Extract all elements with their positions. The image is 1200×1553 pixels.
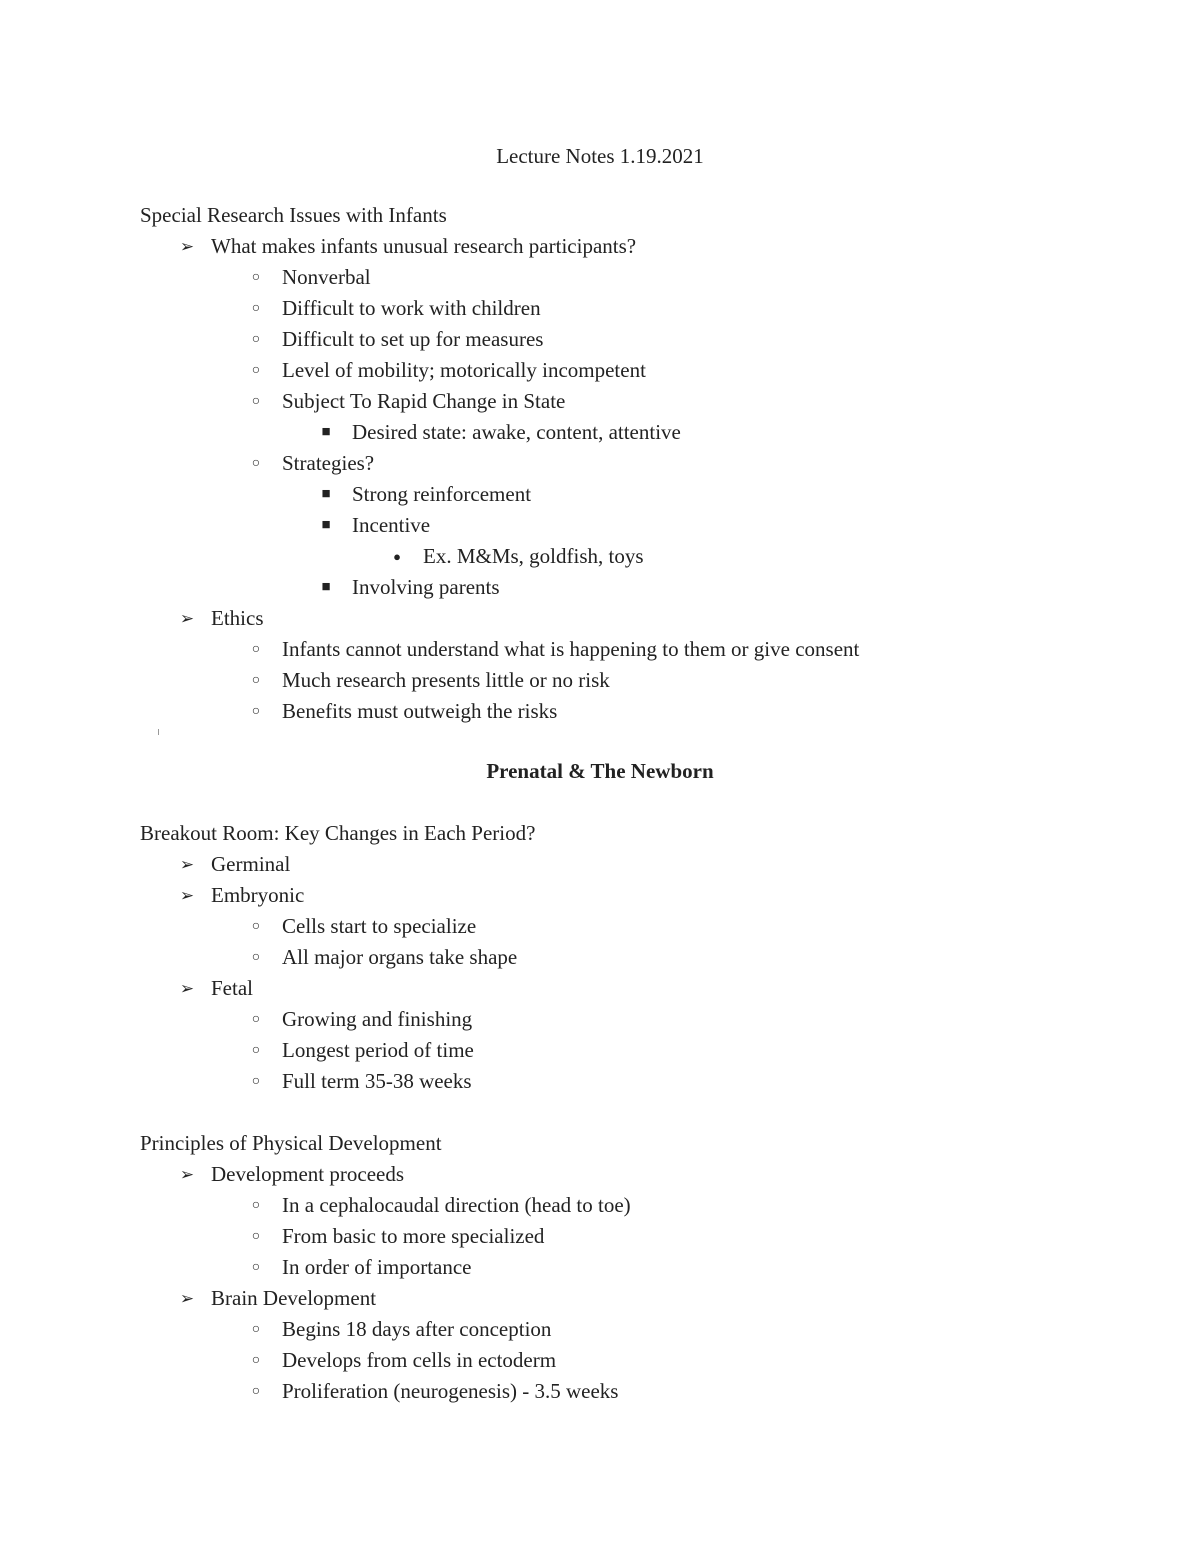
circle-bullet-icon: ○: [251, 1043, 261, 1058]
list-item-text: Develops from cells in ectoderm: [282, 1348, 557, 1372]
list-item-level2: [0, 262, 1200, 293]
circle-bullet-icon: ○: [251, 673, 261, 688]
square-bullet-icon: ■: [321, 486, 331, 502]
list-item-text: Strong reinforcement: [352, 482, 532, 506]
list-item-text: Infants cannot understand what is happening to them or give consent: [282, 637, 860, 661]
list-item-text: Cells start to specialize: [282, 914, 477, 938]
section-heading-prenatal: Prenatal & The Newborn: [486, 759, 714, 783]
circle-bullet-icon: ○: [251, 1229, 261, 1244]
list-item-level2: [0, 1252, 1200, 1283]
arrow-bullet-icon: ➢: [179, 609, 195, 628]
list-item-text: Growing and finishing: [282, 1007, 473, 1031]
list-item-level2: [0, 386, 1200, 417]
list-item-text: Difficult to set up for measures: [282, 327, 544, 351]
list-item-text: Embryonic: [211, 883, 305, 907]
arrow-bullet-icon: ➢: [179, 855, 195, 874]
arrow-bullet-icon: ➢: [179, 1165, 195, 1184]
list-item-level2: [0, 1376, 1200, 1407]
list-item-text: Ethics: [211, 606, 264, 630]
circle-bullet-icon: ○: [251, 919, 261, 934]
section-heading-research-issues: Special Research Issues with Infants: [140, 203, 447, 227]
list-item-level2: [0, 1190, 1200, 1221]
arrow-bullet-icon: ➢: [179, 237, 195, 256]
list-item-level4: [0, 541, 1200, 572]
circle-bullet-icon: ○: [251, 1353, 261, 1368]
circle-bullet-icon: ○: [251, 1074, 261, 1089]
list-item-text: What makes infants unusual research participants?: [211, 234, 637, 258]
list-item-level1: [0, 973, 1200, 1004]
list-item-text: Germinal: [211, 852, 291, 876]
circle-bullet-icon: ○: [251, 1198, 261, 1213]
list-item-text: Fetal: [211, 976, 253, 1000]
list-item-text: Involving parents: [352, 575, 500, 599]
list-item-text: In order of importance: [282, 1255, 472, 1279]
list-item-level3: [0, 572, 1200, 603]
list-item-level1: [0, 880, 1200, 911]
circle-bullet-icon: ○: [251, 270, 261, 285]
list-item-text: Development proceeds: [211, 1162, 405, 1186]
list-item-text: Much research presents little or no risk: [282, 668, 610, 692]
page-title: Lecture Notes 1.19.2021: [496, 144, 704, 168]
list-item-level2: [0, 293, 1200, 324]
list-item-level2: [0, 942, 1200, 973]
circle-bullet-icon: ○: [251, 394, 261, 409]
circle-bullet-icon: ○: [251, 363, 261, 378]
list-item-level2: [0, 1221, 1200, 1252]
list-item-level3: [0, 417, 1200, 448]
arrow-bullet-icon: ➢: [179, 1289, 195, 1308]
list-item-text: Nonverbal: [282, 265, 371, 289]
square-bullet-icon: ■: [321, 517, 331, 533]
circle-bullet-icon: ○: [251, 950, 261, 965]
list-item-level2: [0, 448, 1200, 479]
circle-bullet-icon: ○: [251, 1012, 261, 1027]
list-item-level2: [0, 911, 1200, 942]
circle-bullet-icon: ○: [251, 642, 261, 657]
circle-bullet-icon: ○: [251, 332, 261, 347]
list-item-text: All major organs take shape: [282, 945, 518, 969]
list-item-level2: [0, 1066, 1200, 1097]
list-item-level1: [0, 603, 1200, 634]
square-bullet-icon: ■: [321, 579, 331, 595]
list-item-level2: [0, 696, 1200, 727]
list-item-text: In a cephalocaudal direction (head to toe): [282, 1193, 631, 1217]
dot-bullet-icon: ●: [393, 549, 401, 564]
list-item-text: Incentive: [352, 513, 431, 537]
list-item-level1: [0, 231, 1200, 262]
arrow-bullet-icon: ➢: [179, 886, 195, 905]
list-item-text: Level of mobility; motorically incompetent: [282, 358, 646, 382]
list-item-level1: [0, 849, 1200, 880]
list-item-text: Begins 18 days after conception: [282, 1317, 552, 1341]
list-item-level2: [0, 324, 1200, 355]
list-item-text: Difficult to work with children: [282, 296, 541, 320]
list-item-level2: [0, 1035, 1200, 1066]
list-item-text: Proliferation (neurogenesis) - 3.5 weeks: [282, 1379, 619, 1403]
circle-bullet-icon: ○: [251, 704, 261, 719]
list-item-level2: [0, 634, 1200, 665]
circle-bullet-icon: ○: [251, 1260, 261, 1275]
list-item-text: Benefits must outweigh the risks: [282, 699, 558, 723]
list-item-level1: [0, 1159, 1200, 1190]
list-item-text: Brain Development: [211, 1286, 377, 1310]
circle-bullet-icon: ○: [251, 1384, 261, 1399]
list-item-text: Longest period of time: [282, 1038, 474, 1062]
circle-bullet-icon: ○: [251, 456, 261, 471]
list-item-text: Full term 35-38 weeks: [282, 1069, 472, 1093]
list-item-level3: [0, 510, 1200, 541]
circle-bullet-icon: ○: [251, 1322, 261, 1337]
list-item-level2: [0, 1004, 1200, 1035]
list-item-text: Ex. M&Ms, goldfish, toys: [423, 544, 644, 568]
square-bullet-icon: ■: [321, 424, 331, 440]
list-item-text: Strategies?: [282, 451, 375, 475]
list-item-text: Desired state: awake, content, attentive: [352, 420, 681, 444]
stray-mark: [158, 729, 159, 735]
arrow-bullet-icon: ➢: [179, 979, 195, 998]
list-item-text: From basic to more specialized: [282, 1224, 545, 1248]
list-item-level1: [0, 1283, 1200, 1314]
list-item-level2: [0, 665, 1200, 696]
list-item-level2: [0, 1314, 1200, 1345]
list-item-level2: [0, 1345, 1200, 1376]
section-heading-physical-development: Principles of Physical Development: [140, 1131, 442, 1155]
list-item-text: Subject To Rapid Change in State: [282, 389, 566, 413]
list-item-level2: [0, 355, 1200, 386]
section-heading-breakout: Breakout Room: Key Changes in Each Period?: [140, 821, 536, 845]
list-item-level3: [0, 479, 1200, 510]
circle-bullet-icon: ○: [251, 301, 261, 316]
